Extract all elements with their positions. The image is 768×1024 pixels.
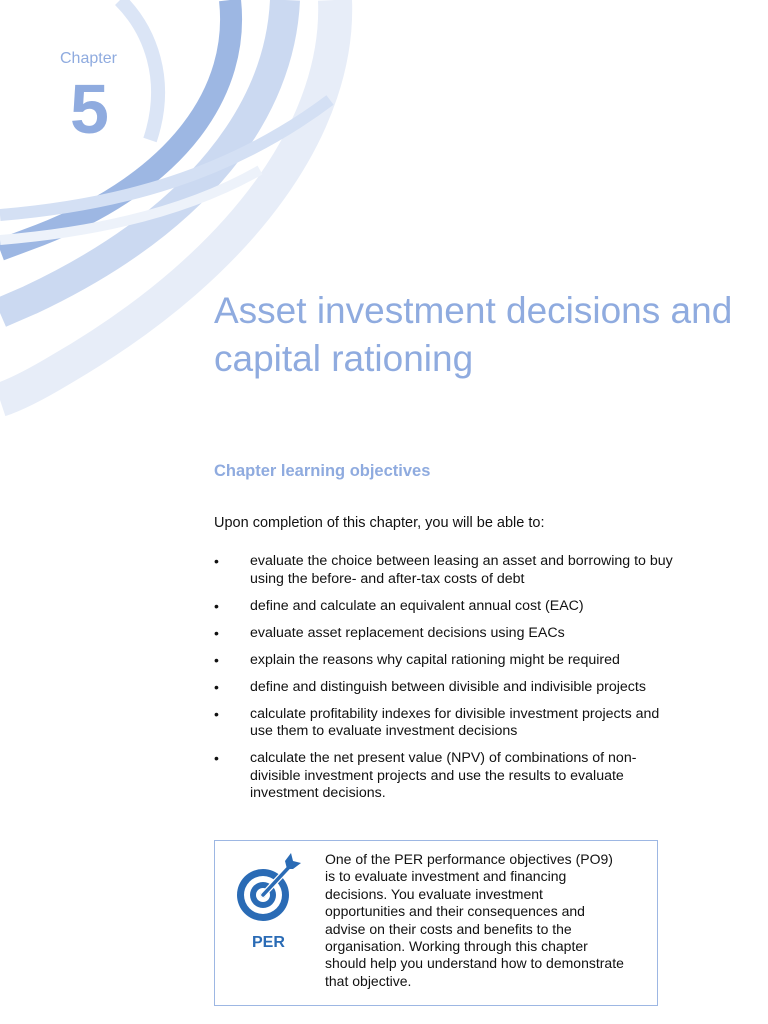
bullet-icon: •	[214, 750, 219, 766]
chapter-number: 5	[70, 70, 109, 148]
objectives-intro: Upon completion of this chapter, you will be able to:	[214, 515, 545, 531]
chapter-title: Asset investment decisions and capital rationing	[214, 290, 733, 379]
target-icon	[233, 849, 303, 929]
list-item-text: calculate profitability indexes for divisible investment projects and use them to evaluate investment decisions	[250, 705, 660, 739]
list-item	[214, 598, 674, 616]
bullet-icon: •	[214, 624, 219, 641]
list-item	[214, 679, 674, 697]
bullet-icon: •	[214, 705, 219, 722]
list-item	[214, 553, 674, 588]
list-item	[214, 652, 674, 670]
bullet-icon: •	[214, 597, 219, 614]
bullet-icon: •	[214, 651, 219, 668]
list-item-text: define and calculate an equivalent annual cost (EAC)	[250, 597, 584, 614]
objectives-heading: Chapter learning objectives	[214, 462, 431, 480]
list-item-text: calculate the net present value (NPV) of combinations of non-divisible investment projects and use the results to evaluate investment decisions.	[250, 750, 637, 801]
per-box	[214, 840, 658, 1006]
list-item-text: evaluate the choice between leasing an asset and borrowing to buy using the before- and after-tax costs of debt	[250, 553, 673, 587]
list-item-text: evaluate asset replacement decisions using EACs	[250, 624, 565, 641]
objectives-list	[214, 553, 674, 812]
list-item	[214, 706, 674, 741]
list-item-text: define and distinguish between divisible and indivisible projects	[250, 678, 646, 695]
per-text: One of the PER performance objectives (PO9) is to evaluate investment and financing decisions. You evaluate investment opportunities and their consequences and advise on their costs and benefits to the organisation. Working through this chapter should help you understand how to demonstrate that objective.	[325, 851, 624, 989]
chapter-label: Chapter	[60, 50, 117, 67]
list-item-text: explain the reasons why capital rationing might be required	[250, 651, 620, 668]
bullet-icon: •	[214, 553, 219, 569]
list-item	[214, 625, 674, 643]
decorative-swirl	[0, 0, 768, 460]
list-item	[214, 750, 674, 803]
per-label: PER	[252, 934, 285, 951]
bullet-icon: •	[214, 678, 219, 695]
